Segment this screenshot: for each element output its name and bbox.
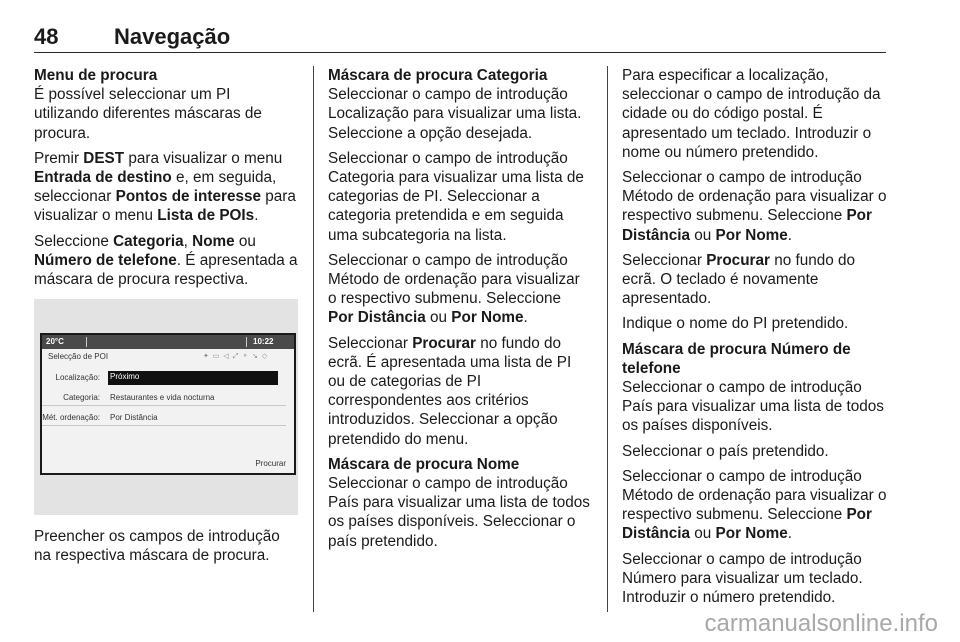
paragraph: Seleccionar o campo de introdução Categoria para visualizar uma lista de categorias de PI. Seleccionar a categoria pretendida e em seguida uma subcategoria na lista. bbox=[328, 149, 584, 244]
status-bar bbox=[42, 335, 294, 349]
section-heading: Menu de procura bbox=[34, 67, 158, 84]
paragraph: Seleccionar o campo de introdução País para visualizar uma lista de todos os países disponíveis. bbox=[622, 379, 884, 435]
field-row-ordenacao[interactable] bbox=[42, 411, 286, 426]
screen-title: Selecção de POI bbox=[48, 352, 109, 362]
paragraph: É possível seleccionar um PI utilizando diferentes máscaras de procura. bbox=[34, 86, 262, 142]
section-heading: Máscara de procura Nome bbox=[328, 455, 520, 473]
figure-caption: Preencher os campos de introdução na respectiva máscara de procura. bbox=[34, 528, 280, 565]
field-label: Localização: bbox=[55, 373, 100, 383]
paragraph: Seleccionar o campo de introdução País para visualizar uma lista de todos os países disponíveis. Seleccionar o país pretendido. bbox=[328, 475, 590, 550]
page-title: Navegação bbox=[114, 24, 231, 49]
paragraph: Seleccionar o campo de introdução Número para visualizar um teclado. Introduzir o número pretendido. bbox=[622, 550, 863, 607]
paragraph: Indique o nome do PI pretendido. bbox=[622, 315, 849, 333]
field-value: Por Distância bbox=[110, 413, 158, 423]
paragraph: Seleccione Categoria, Nome ou Número de telefone. É apresentada a máscara de procura respectiva. bbox=[34, 232, 298, 289]
watermark: carmanualsonline.info bbox=[704, 610, 938, 637]
infotainment-screen bbox=[40, 333, 296, 475]
paragraph: Seleccionar o campo de introdução Método de ordenação para visualizar o respectivo submenu. Seleccione Por Distância ou Por Nome. bbox=[622, 169, 887, 244]
section-heading: Máscara de procura Número de telefone bbox=[622, 340, 851, 377]
status-divider bbox=[246, 337, 247, 347]
paragraph: Seleccionar o campo de introdução Localização para visualizar uma lista. Seleccione a opção desejada. bbox=[328, 86, 582, 142]
column-2 bbox=[328, 66, 590, 557]
column-divider bbox=[607, 66, 608, 612]
field-row-localizacao[interactable] bbox=[42, 371, 286, 385]
status-icons: ✦ ▭ ◁ ⤢ ⚬ ↘ ◇ bbox=[203, 353, 269, 361]
clock: 10:22 bbox=[253, 337, 274, 347]
column-1 bbox=[34, 66, 298, 572]
paragraph: Seleccionar o campo de introdução Método de ordenação para visualizar o respectivo submenu. Seleccione Por Distância ou Por Nome. bbox=[328, 251, 580, 327]
paragraph: Premir DEST para visualizar o menu Entrada de destino e, em seguida, seleccionar Pontos de interesse para visualizar o menu Lista de POIs. bbox=[34, 149, 296, 225]
column-3 bbox=[622, 66, 888, 613]
paragraph: Seleccionar Procurar no fundo do ecrã. O teclado é novamente apresentado. bbox=[622, 251, 856, 308]
field-value: Restaurantes e vida nocturna bbox=[110, 393, 215, 403]
temperature-readout: 20°C bbox=[46, 337, 64, 347]
page-header bbox=[34, 24, 886, 53]
field-label: Mét. ordenação: bbox=[42, 413, 100, 423]
screen-illustration bbox=[34, 299, 298, 515]
section-heading: Máscara de procura Categoria bbox=[328, 67, 548, 84]
field-value-selected: Próximo bbox=[108, 371, 278, 385]
paragraph: Seleccionar o país pretendido. bbox=[622, 442, 829, 460]
paragraph: Seleccionar Procurar no fundo do ecrã. É apresentada uma lista de PI ou de categorias de PI correspondentes aos critérios introduzidos. Seleccionar a opção pretendido do menu. bbox=[328, 334, 572, 448]
procurar-button[interactable]: Procurar bbox=[255, 459, 286, 469]
page-number: 48 bbox=[34, 24, 59, 49]
column-divider bbox=[313, 66, 314, 612]
status-divider bbox=[86, 337, 87, 347]
field-row-categoria[interactable] bbox=[42, 391, 286, 406]
field-label: Categoria: bbox=[63, 393, 100, 403]
paragraph: Para especificar a localização, seleccionar o campo de introdução da cidade ou do código postal. É apresentado um teclado. Introduzir o nome ou número pretendido. bbox=[622, 67, 881, 161]
paragraph: Seleccionar o campo de introdução Método de ordenação para visualizar o respectivo submenu. Seleccione Por Distância ou Por Nome. bbox=[622, 467, 887, 543]
